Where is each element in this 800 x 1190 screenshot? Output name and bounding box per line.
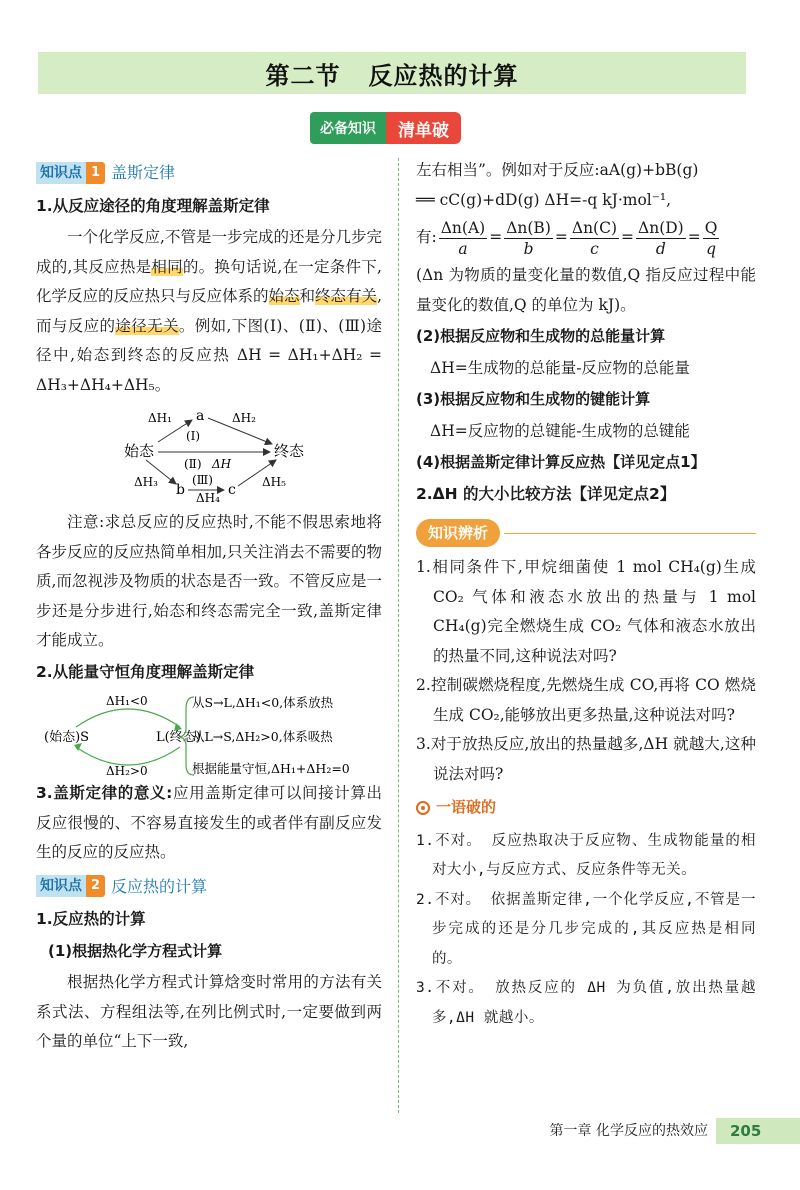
- answer-1: 1.不对。 反应热取决于反应物、生成物能量的相对大小,与反应方式、反应条件等无关。: [416, 832, 756, 878]
- kp-tag: 知识点: [36, 162, 86, 184]
- highlight-initial: 始态: [268, 287, 300, 305]
- diagram-dh3: ΔH₃: [134, 475, 158, 489]
- knowledge-point-2: [36, 872, 382, 902]
- diagram-r1: (Ⅰ): [186, 429, 201, 443]
- diagram-dh5: ΔH₅: [262, 475, 286, 489]
- diagram-start: 始态: [124, 442, 155, 460]
- right-column: [416, 156, 756, 1033]
- sub-heading-4: (4)根据盖斯定律计算反应热【详见定点1】: [416, 453, 706, 471]
- page-footer: [0, 1116, 800, 1146]
- energy-top: ΔH₁<0: [106, 694, 148, 708]
- frac-a: $\frac{\Delta n(A)}{a}$: [440, 218, 486, 258]
- calc-continued: 左右相当”。例如对于反应:aA(g)+bB(g): [416, 161, 699, 179]
- left-column: [36, 156, 382, 1057]
- energy-line2: 从L→S,ΔH₂>0,体系吸热: [192, 729, 333, 744]
- heading-1: 1.从反应途径的角度理解盖斯定律: [36, 196, 270, 215]
- diagram-r2: (Ⅱ): [184, 457, 202, 471]
- frac-q: $\frac{Q}{q}$: [704, 218, 718, 258]
- diagram-end: 终态: [274, 442, 305, 460]
- highlight-final: 终态有关: [315, 287, 378, 305]
- column-divider: [398, 158, 399, 1113]
- diagram-node-a: a: [196, 408, 205, 424]
- diagram-dh4: ΔH₄: [196, 491, 220, 504]
- energy-line1: 从S→L,ΔH₁<0,体系放热: [192, 695, 334, 710]
- reaction-equation: ══ cC(g)+dD(g) ΔH=-q kJ·mol⁻¹,: [416, 190, 672, 209]
- badge-right: 清单破: [386, 112, 461, 144]
- answer-label: 一语破的: [436, 798, 497, 816]
- badge-left: 必备知识: [310, 112, 386, 144]
- kp-title: 盖斯定律: [111, 163, 176, 182]
- calc-paragraph: 根据热化学方程式计算焓变时常用的方法有关系式法、方程组法等,在列比例式时,一定要做到两个量的单位“上下一致,: [36, 973, 382, 1050]
- sub-heading-3: (3)根据反应物和生成物的键能计算: [416, 390, 651, 408]
- heading-2: 2.从能量守恒角度理解盖斯定律: [36, 662, 255, 681]
- answer-3: 3.不对。 放热反应的 ΔH 为负值,放出热量越多,ΔH 就越小。: [416, 980, 756, 1026]
- energy-s: (始态)S: [44, 730, 90, 745]
- page-number: 205: [716, 1118, 800, 1144]
- discrimination-label: 知识辨析: [416, 519, 500, 547]
- kp-tag: 知识点: [36, 875, 86, 897]
- paragraph-hess: 一个化学反应,不管是一步完成的还是分几步完成的,其反应热是相同的。换句话说,在一定条件下,化学反应的反应热只与反应体系的始态和终态有关,而与反应的途径无关。例如,下图(Ⅰ)、(Ⅱ)、(Ⅲ)途径中,始态到终态的反应热 ΔH = ΔH₁+ΔH₂ = ΔH₃+ΔH₄+ΔH₅。: [36, 228, 382, 394]
- diagram-dh2: ΔH₂: [232, 411, 256, 425]
- kp-number: 1: [86, 162, 105, 184]
- diagram-dh: ΔH: [212, 457, 232, 471]
- question-3: 3.对于放热反应,放出的热量越多,ΔH 就越大,这种说法对吗?: [416, 735, 756, 783]
- heading-3: 3.盖斯定律的意义:: [36, 784, 173, 802]
- highlight-same: 相同: [151, 257, 183, 276]
- sub-heading-1: (1)根据热化学方程式计算: [48, 941, 223, 960]
- formula-bond: ΔH=反应物的总键能-生成物的总键能: [430, 421, 690, 440]
- energy-diagram: [36, 689, 382, 779]
- sub-heading-2: (2)根据反应物和生成物的总能量计算: [416, 327, 666, 345]
- answer-2: 2.不对。 依据盖斯定律,一个化学反应,不管是一步完成的还是分几步完成的,其反应热是相同的。: [416, 891, 756, 967]
- section-title-bar: [38, 52, 746, 94]
- question-2: 2.控制碳燃烧程度,先燃烧生成 CO,再将 CO 燃烧生成 CO₂,能够放出更多热量,这种说法对吗?: [416, 676, 756, 724]
- frac-c: $\frac{\Delta n(C)}{c}$: [571, 218, 618, 258]
- question-1: 1.相同条件下,甲烷细菌使 1 mol CH₄(g)生成 CO₂ 气体和液态水放出的热量与 1 mol CH₄(g)完全燃烧生成 CO₂ 气体和液态水放出的热量不同,这种说法对吗?: [416, 558, 756, 665]
- section-title: 反应热的计算: [368, 61, 519, 90]
- diagram-dh1: ΔH₁: [148, 411, 172, 425]
- footer-chapter: 第一章 化学反应的热效应: [549, 1123, 708, 1139]
- formula-energy: ΔH=生成物的总能量-反应物的总能量: [430, 358, 690, 377]
- frac-b: $\frac{\Delta n(B)}{b}$: [506, 218, 551, 258]
- ratio-note: (Δn 为物质的量变化量的数值,Q 指反应过程中能量变化的数值,Q 的单位为 kJ)。: [416, 266, 756, 314]
- energy-l: L(终态): [156, 730, 201, 745]
- target-icon: [416, 801, 430, 815]
- diagram-node-b: b: [176, 482, 185, 498]
- diagram-r3: (Ⅲ): [192, 473, 213, 487]
- kp-title: 反应热的计算: [111, 876, 208, 896]
- knowledge-point-1: [36, 158, 382, 188]
- diagram-node-c: c: [228, 482, 236, 498]
- note-paragraph: 注意:求总反应的反应热时,不能不假思索地将各步反应的反应热简单相加,只关注消去不需要的物质,而忽视涉及物质的状态是否一致。不管反应是一步还是分步进行,始态和终态需完全一致,盖斯定律才能成立。: [36, 513, 382, 649]
- heading-k2: 1.反应热的计算: [36, 910, 146, 928]
- energy-line3: 根据能量守恒,ΔH₁+ΔH₂=0: [192, 761, 350, 776]
- path-diagram: [36, 400, 382, 504]
- answer-header: [416, 793, 756, 823]
- highlight-path: 途径无关: [115, 316, 179, 335]
- meaning-paragraph: 3.盖斯定律的意义:应用盖斯定律可以间接计算出反应很慢的、不容易直接发生的或者伴有副反应发生的反应的反应热。: [36, 784, 382, 861]
- ratio-formula: 有: $\frac{\Delta n(A)}{a}$ = $\frac{\Delta n(B)}{b}$ = $\frac{\Delta n(C)}{c}$ = $\frac{\Delta n(D)}{d}$ = $\frac{Q}{q}$: [416, 218, 718, 258]
- energy-bottom: ΔH₂>0: [106, 764, 148, 778]
- knowledge-discrimination: [416, 519, 756, 547]
- heading-k2-2: 2.ΔH 的大小比较方法【详见定点2】: [416, 484, 676, 503]
- section-number: 第二节: [265, 61, 341, 90]
- frac-d: $\frac{\Delta n(D)}{d}$: [638, 218, 684, 258]
- kp-number: 2: [86, 875, 105, 897]
- knowledge-badge: [310, 112, 461, 144]
